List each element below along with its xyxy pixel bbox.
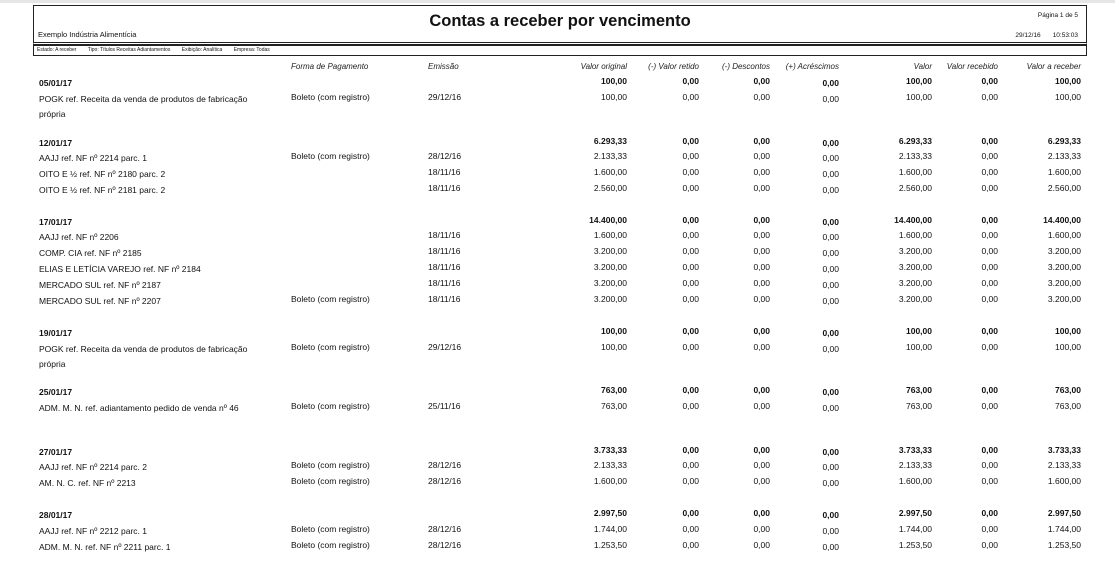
total-discounts: 0,00 xyxy=(753,136,770,146)
total-received: 0,00 xyxy=(981,445,998,455)
table-row xyxy=(0,460,1115,474)
group-total-row xyxy=(0,326,1115,340)
total-retained: 0,00 xyxy=(682,326,699,336)
total-additions: 0,00 xyxy=(822,328,839,338)
report-date: 29/12/16 xyxy=(1015,32,1041,39)
due-date: 12/01/17 xyxy=(39,138,73,148)
due-date: 25/01/17 xyxy=(39,387,73,397)
issue-date: 18/11/16 xyxy=(428,230,461,240)
value-value: 1.253,50 xyxy=(898,540,932,550)
total-original: 2.997,50 xyxy=(593,508,627,518)
value-value: 1.600,00 xyxy=(898,230,932,240)
payment-method: Boleto (com registro) xyxy=(291,401,370,411)
total-additions: 0,00 xyxy=(822,217,839,227)
issue-date: 29/12/16 xyxy=(428,342,462,352)
issue-date: 18/11/16 xyxy=(428,294,461,304)
total-discounts: 0,00 xyxy=(753,508,770,518)
due-date: 17/01/17 xyxy=(39,217,73,227)
total-retained: 0,00 xyxy=(682,215,699,225)
total-original: 100,00 xyxy=(601,76,627,86)
issue-date: 18/11/16 xyxy=(428,167,461,177)
value-to-receive: 763,00 xyxy=(1055,401,1081,411)
report-datetime xyxy=(1015,32,1078,39)
value-additions: 0,00 xyxy=(822,169,839,179)
value-received: 0,00 xyxy=(981,262,998,272)
value-value: 763,00 xyxy=(906,401,932,411)
payment-method: Boleto (com registro) xyxy=(291,524,370,534)
group-total-row xyxy=(0,508,1115,522)
value-additions: 0,00 xyxy=(822,542,839,552)
table-row xyxy=(0,476,1115,490)
table-row xyxy=(0,167,1115,181)
total-retained: 0,00 xyxy=(682,136,699,146)
total-original: 14.400,00 xyxy=(589,215,627,225)
value-original: 100,00 xyxy=(601,92,627,102)
value-to-receive: 1.600,00 xyxy=(1047,230,1081,240)
value-original: 3.200,00 xyxy=(593,294,627,304)
value-original: 2.133,33 xyxy=(593,460,627,470)
value-value: 100,00 xyxy=(906,92,932,102)
value-value: 1.600,00 xyxy=(898,476,932,486)
table-row xyxy=(0,294,1115,308)
value-discounts: 0,00 xyxy=(753,246,770,256)
entry-description: ADM. M. N. ref. NF nº 2211 parc. 1 xyxy=(39,542,171,552)
total-value: 14.400,00 xyxy=(894,215,932,225)
value-discounts: 0,00 xyxy=(753,278,770,288)
value-received: 0,00 xyxy=(981,183,998,193)
total-value: 763,00 xyxy=(906,385,932,395)
filter-type: Tipo: Títulos Receitas Adiantamentos xyxy=(87,47,171,53)
payment-method: Boleto (com registro) xyxy=(291,476,370,486)
due-date: 19/01/17 xyxy=(39,328,73,338)
filter-company: Empresa: Todas xyxy=(233,47,270,53)
total-to-receive: 100,00 xyxy=(1055,76,1081,86)
entry-description: OITO E ½ ref. NF nº 2181 parc. 2 xyxy=(39,185,166,195)
value-value: 2.133,33 xyxy=(898,151,932,161)
total-original: 100,00 xyxy=(601,326,627,336)
value-retained: 0,00 xyxy=(682,294,699,304)
value-value: 2.560,00 xyxy=(898,183,932,193)
value-received: 0,00 xyxy=(981,151,998,161)
total-original: 6.293,33 xyxy=(593,136,627,146)
value-received: 0,00 xyxy=(981,92,998,102)
value-to-receive: 3.200,00 xyxy=(1047,278,1081,288)
value-additions: 0,00 xyxy=(822,478,839,488)
filter-status: Estado: A receber xyxy=(37,47,77,53)
total-value: 6.293,33 xyxy=(898,136,932,146)
total-discounts: 0,00 xyxy=(753,326,770,336)
value-additions: 0,00 xyxy=(822,264,839,274)
value-received: 0,00 xyxy=(981,460,998,470)
issue-date: 28/12/16 xyxy=(428,151,462,161)
total-value: 3.733,33 xyxy=(898,445,932,455)
value-discounts: 0,00 xyxy=(753,540,770,550)
value-received: 0,00 xyxy=(981,278,998,288)
report-header xyxy=(33,5,1087,45)
value-original: 3.200,00 xyxy=(593,278,627,288)
value-value: 1.600,00 xyxy=(898,167,932,177)
value-discounts: 0,00 xyxy=(753,460,770,470)
entry-description: AM. N. C. ref. NF nº 2213 xyxy=(39,478,136,488)
total-retained: 0,00 xyxy=(682,445,699,455)
value-original: 1.600,00 xyxy=(593,230,627,240)
value-original: 100,00 xyxy=(601,342,627,352)
col-to-receive: Valor a receber xyxy=(1026,62,1081,71)
company-name: Exemplo Indústria Alimentícia xyxy=(38,30,137,39)
value-to-receive: 3.200,00 xyxy=(1047,262,1081,272)
total-received: 0,00 xyxy=(981,508,998,518)
total-additions: 0,00 xyxy=(822,78,839,88)
issue-date: 29/12/16 xyxy=(428,92,462,102)
total-received: 0,00 xyxy=(981,136,998,146)
entry-description: AAJJ ref. NF nº 2206 xyxy=(39,232,119,242)
value-to-receive: 3.200,00 xyxy=(1047,294,1081,304)
group-total-row xyxy=(0,136,1115,150)
value-received: 0,00 xyxy=(981,401,998,411)
table-row xyxy=(0,183,1115,197)
total-received: 0,00 xyxy=(981,76,998,86)
entry-description: MERCADO SUL ref. NF nº 2207 xyxy=(39,296,161,306)
page-edge xyxy=(0,0,1115,3)
value-retained: 0,00 xyxy=(682,342,699,352)
value-original: 2.560,00 xyxy=(593,183,627,193)
value-original: 1.600,00 xyxy=(593,167,627,177)
due-date: 28/01/17 xyxy=(39,510,73,520)
value-original: 2.133,33 xyxy=(593,151,627,161)
value-additions: 0,00 xyxy=(822,280,839,290)
value-discounts: 0,00 xyxy=(753,151,770,161)
value-to-receive: 1.253,50 xyxy=(1047,540,1081,550)
value-original: 3.200,00 xyxy=(593,262,627,272)
value-discounts: 0,00 xyxy=(753,401,770,411)
value-retained: 0,00 xyxy=(682,92,699,102)
payment-method: Boleto (com registro) xyxy=(291,151,370,161)
value-retained: 0,00 xyxy=(682,167,699,177)
issue-date: 28/12/16 xyxy=(428,540,462,550)
value-value: 100,00 xyxy=(906,342,932,352)
total-received: 0,00 xyxy=(981,385,998,395)
total-to-receive: 14.400,00 xyxy=(1043,215,1081,225)
value-received: 0,00 xyxy=(981,294,998,304)
value-to-receive: 1.744,00 xyxy=(1047,524,1081,534)
entry-description: OITO E ½ ref. NF nº 2180 parc. 2 xyxy=(39,169,166,179)
total-discounts: 0,00 xyxy=(753,385,770,395)
value-retained: 0,00 xyxy=(682,151,699,161)
issue-date: 28/12/16 xyxy=(428,524,462,534)
total-retained: 0,00 xyxy=(682,385,699,395)
table-row xyxy=(0,151,1115,165)
total-value: 2.997,50 xyxy=(898,508,932,518)
value-retained: 0,00 xyxy=(682,246,699,256)
table-row xyxy=(0,524,1115,538)
value-original: 3.200,00 xyxy=(593,246,627,256)
report-time: 10:53:03 xyxy=(1052,32,1078,39)
value-additions: 0,00 xyxy=(822,462,839,472)
value-retained: 0,00 xyxy=(682,278,699,288)
value-to-receive: 100,00 xyxy=(1055,342,1081,352)
value-retained: 0,00 xyxy=(682,183,699,193)
value-additions: 0,00 xyxy=(822,153,839,163)
value-retained: 0,00 xyxy=(682,476,699,486)
payment-method: Boleto (com registro) xyxy=(291,92,370,102)
value-to-receive: 2.133,33 xyxy=(1047,460,1081,470)
total-original: 3.733,33 xyxy=(593,445,627,455)
value-original: 1.600,00 xyxy=(593,476,627,486)
value-discounts: 0,00 xyxy=(753,262,770,272)
total-discounts: 0,00 xyxy=(753,445,770,455)
total-discounts: 0,00 xyxy=(753,215,770,225)
value-to-receive: 100,00 xyxy=(1055,92,1081,102)
value-received: 0,00 xyxy=(981,524,998,534)
value-discounts: 0,00 xyxy=(753,183,770,193)
table-row xyxy=(0,540,1115,554)
col-original: Valor original xyxy=(580,62,627,71)
value-original: 763,00 xyxy=(601,401,627,411)
value-to-receive: 3.200,00 xyxy=(1047,246,1081,256)
table-row xyxy=(0,262,1115,276)
entry-description: AAJJ ref. NF nº 2214 parc. 1 xyxy=(39,153,147,163)
value-discounts: 0,00 xyxy=(753,294,770,304)
col-received: Valor recebido xyxy=(946,62,998,71)
filter-display: Exibição: Analítica xyxy=(181,47,223,53)
col-payment: Forma de Pagamento xyxy=(291,62,369,71)
total-retained: 0,00 xyxy=(682,76,699,86)
value-additions: 0,00 xyxy=(822,344,839,354)
total-retained: 0,00 xyxy=(682,508,699,518)
report-title: Contas a receber por vencimento xyxy=(429,12,691,30)
table-row xyxy=(0,246,1115,260)
due-date: 05/01/17 xyxy=(39,78,73,88)
value-value: 3.200,00 xyxy=(898,246,932,256)
value-received: 0,00 xyxy=(981,342,998,352)
entry-description: POGK ref. Receita da venda de produtos de fabricação própria xyxy=(39,94,248,119)
col-additions: (+) Acréscimos xyxy=(785,62,839,71)
value-value: 2.133,33 xyxy=(898,460,932,470)
payment-method: Boleto (com registro) xyxy=(291,294,370,304)
total-additions: 0,00 xyxy=(822,447,839,457)
value-discounts: 0,00 xyxy=(753,342,770,352)
value-additions: 0,00 xyxy=(822,185,839,195)
filter-list xyxy=(37,47,280,53)
table-row xyxy=(0,401,1115,415)
entry-description: ELIAS E LETÍCIA VAREJO ref. NF nº 2184 xyxy=(39,264,201,274)
entry-description: MERCADO SUL ref. NF nº 2187 xyxy=(39,280,161,290)
due-date: 27/01/17 xyxy=(39,447,73,457)
value-value: 3.200,00 xyxy=(898,278,932,288)
value-discounts: 0,00 xyxy=(753,167,770,177)
value-to-receive: 1.600,00 xyxy=(1047,476,1081,486)
table-row xyxy=(0,342,1115,369)
total-value: 100,00 xyxy=(906,326,932,336)
total-additions: 0,00 xyxy=(822,510,839,520)
issue-date: 18/11/16 xyxy=(428,246,461,256)
total-received: 0,00 xyxy=(981,326,998,336)
value-discounts: 0,00 xyxy=(753,476,770,486)
value-received: 0,00 xyxy=(981,476,998,486)
group-total-row xyxy=(0,215,1115,229)
value-to-receive: 1.600,00 xyxy=(1047,167,1081,177)
value-retained: 0,00 xyxy=(682,540,699,550)
value-additions: 0,00 xyxy=(822,403,839,413)
table-row xyxy=(0,92,1115,119)
total-to-receive: 6.293,33 xyxy=(1047,136,1081,146)
entry-description: COMP. CIA ref. NF nº 2185 xyxy=(39,248,142,258)
value-discounts: 0,00 xyxy=(753,92,770,102)
value-retained: 0,00 xyxy=(682,401,699,411)
col-retained: (-) Valor retido xyxy=(648,62,699,71)
total-to-receive: 2.997,50 xyxy=(1047,508,1081,518)
payment-method: Boleto (com registro) xyxy=(291,540,370,550)
col-discounts: (-) Descontos xyxy=(721,62,770,71)
page-number: Página 1 de 5 xyxy=(1037,12,1078,19)
value-retained: 0,00 xyxy=(682,524,699,534)
total-discounts: 0,00 xyxy=(753,76,770,86)
payment-method: Boleto (com registro) xyxy=(291,460,370,470)
total-value: 100,00 xyxy=(906,76,932,86)
value-additions: 0,00 xyxy=(822,248,839,258)
value-additions: 0,00 xyxy=(822,526,839,536)
value-retained: 0,00 xyxy=(682,460,699,470)
value-value: 3.200,00 xyxy=(898,262,932,272)
value-received: 0,00 xyxy=(981,167,998,177)
issue-date: 18/11/16 xyxy=(428,262,461,272)
table-row xyxy=(0,278,1115,292)
value-additions: 0,00 xyxy=(822,296,839,306)
entry-description: POGK ref. Receita da venda de produtos de fabricação própria xyxy=(39,344,248,369)
value-received: 0,00 xyxy=(981,230,998,240)
total-additions: 0,00 xyxy=(822,138,839,148)
issue-date: 28/12/16 xyxy=(428,460,462,470)
payment-method: Boleto (com registro) xyxy=(291,342,370,352)
entry-description: AAJJ ref. NF nº 2214 parc. 2 xyxy=(39,462,147,472)
col-value: Valor xyxy=(913,62,932,71)
table-row xyxy=(0,230,1115,244)
value-received: 0,00 xyxy=(981,246,998,256)
issue-date: 28/12/16 xyxy=(428,476,462,486)
total-additions: 0,00 xyxy=(822,387,839,397)
total-original: 763,00 xyxy=(601,385,627,395)
group-total-row xyxy=(0,385,1115,399)
issue-date: 25/11/16 xyxy=(428,401,461,411)
value-to-receive: 2.560,00 xyxy=(1047,183,1081,193)
value-additions: 0,00 xyxy=(822,232,839,242)
total-received: 0,00 xyxy=(981,215,998,225)
group-total-row xyxy=(0,445,1115,459)
value-value: 3.200,00 xyxy=(898,294,932,304)
total-to-receive: 763,00 xyxy=(1055,385,1081,395)
issue-date: 18/11/16 xyxy=(428,278,461,288)
value-original: 1.744,00 xyxy=(593,524,627,534)
value-retained: 0,00 xyxy=(682,262,699,272)
entry-description: ADM. M. N. ref. adiantamento pedido de venda nº 46 xyxy=(39,403,239,413)
col-issue: Emissão xyxy=(428,62,459,71)
group-total-row xyxy=(0,76,1115,90)
total-to-receive: 3.733,33 xyxy=(1047,445,1081,455)
issue-date: 18/11/16 xyxy=(428,183,461,193)
value-to-receive: 2.133,33 xyxy=(1047,151,1081,161)
value-retained: 0,00 xyxy=(682,230,699,240)
total-to-receive: 100,00 xyxy=(1055,326,1081,336)
value-value: 1.744,00 xyxy=(898,524,932,534)
entry-description: AAJJ ref. NF nº 2212 parc. 1 xyxy=(39,526,147,536)
filter-bar xyxy=(33,45,1087,56)
value-discounts: 0,00 xyxy=(753,524,770,534)
value-original: 1.253,50 xyxy=(593,540,627,550)
value-additions: 0,00 xyxy=(822,94,839,104)
value-discounts: 0,00 xyxy=(753,230,770,240)
value-received: 0,00 xyxy=(981,540,998,550)
